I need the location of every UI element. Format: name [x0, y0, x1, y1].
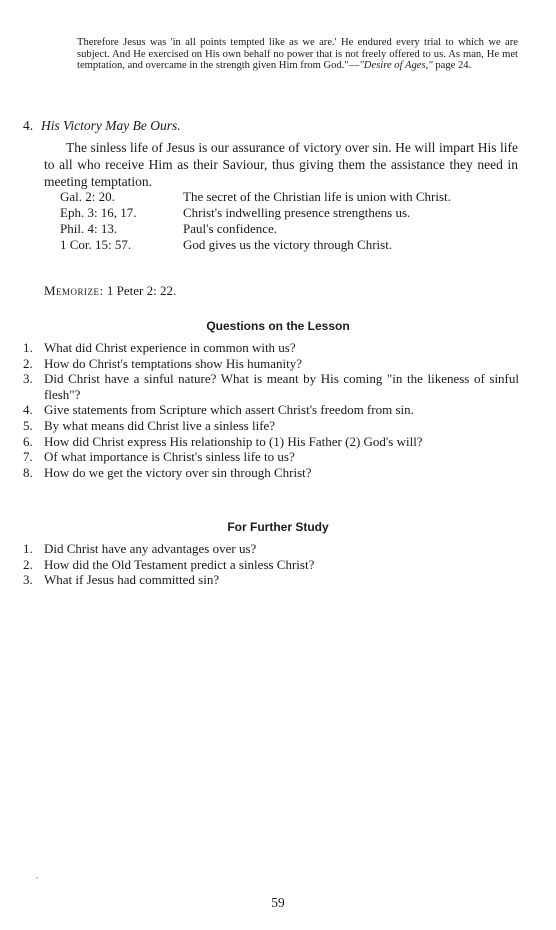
scripture-references: [60, 189, 520, 253]
quote-page: page 24.: [435, 60, 472, 72]
section-title: His Victory May Be Ours.: [41, 118, 181, 133]
question-number: 7.: [23, 449, 33, 465]
memorize-line: [44, 283, 176, 299]
reference-citation: Eph. 3: 16, 17.: [60, 205, 137, 220]
quote-text: Therefore Jesus was 'in all points tempted like as we are.' He endured every trial to which we are subject. And He exercised on His own behalf no power that is not freely offered to us. As man, He met temptation, and overcame in the strength given Him from God."—: [77, 37, 518, 72]
question-number: 3.: [23, 371, 33, 387]
question-item: [23, 402, 519, 418]
question-item: [23, 465, 519, 481]
question-number: 8.: [23, 464, 33, 480]
quote-source: "Desire of Ages,": [359, 60, 433, 72]
question-text: Give statements from Scripture which assert Christ's freedom from sin.: [44, 402, 414, 418]
reference-row: [60, 205, 520, 221]
question-text: By what means did Christ live a sinless life?: [44, 417, 276, 433]
study-number: 2.: [23, 556, 33, 572]
section-paragraph: The sinless life of Jesus is our assurance of victory over sin. He will impart His life to all who receive Him as their Saviour, thus giving them the assistance they need in meeting temptation.: [44, 140, 518, 189]
question-text: Of what importance is Christ's sinless life to us?: [44, 449, 295, 465]
study-text: Did Christ have any advantages over us?: [44, 541, 257, 556]
study-item: [23, 572, 519, 588]
question-item: [23, 434, 519, 450]
study-item: [23, 557, 519, 573]
question-number: 4.: [23, 402, 33, 418]
questions-list: [23, 340, 519, 480]
memorize-label: Memorize:: [44, 283, 104, 298]
question-number: 6.: [23, 433, 33, 449]
question-item: [23, 418, 519, 434]
reference-row: [60, 189, 520, 205]
study-item: [23, 541, 519, 557]
memorize-reference: 1 Peter 2: 22.: [106, 283, 177, 298]
page-number: 59: [271, 895, 285, 910]
question-item: [23, 340, 519, 356]
section-heading: [23, 118, 181, 134]
question-item: [23, 356, 519, 372]
question-text: How do we get the victory over sin through Christ?: [44, 464, 312, 480]
question-item: [23, 371, 519, 402]
quote-block: [77, 37, 518, 72]
question-number: 1.: [23, 340, 33, 355]
question-text: What did Christ experience in common with us?: [44, 340, 296, 355]
question-text: How do Christ's temptations show His humanity?: [44, 355, 303, 371]
study-number: 1.: [23, 541, 33, 556]
reference-citation: 1 Cor. 15: 57.: [60, 237, 132, 252]
study-number: 3.: [23, 572, 33, 588]
study-text: How did the Old Testament predict a sinless Christ?: [44, 556, 315, 572]
further-study-list: [23, 541, 519, 588]
question-text: How did Christ express His relationship to (1) His Father (2) God's will?: [44, 433, 423, 449]
reference-row: [60, 221, 520, 237]
question-number: 5.: [23, 417, 33, 433]
reference-row: [60, 237, 520, 253]
scan-speck: [36, 877, 38, 879]
questions-heading: Questions on the Lesson: [206, 319, 350, 333]
question-number: 2.: [23, 355, 33, 371]
study-text: What if Jesus had committed sin?: [44, 572, 220, 588]
section-number: 4.: [23, 118, 34, 133]
question-text: Did Christ have a sinful nature? What is meant by His coming "in the likeness of sinful flesh"?: [44, 371, 519, 402]
reference-text: Christ's indwelling presence strengthens us.: [183, 205, 411, 220]
reference-text: The secret of the Christian life is union with Christ.: [183, 189, 451, 204]
reference-text: Paul's confidence.: [183, 221, 278, 236]
further-study-heading: For Further Study: [227, 520, 329, 534]
reference-text: God gives us the victory through Christ.: [183, 237, 393, 252]
question-item: [23, 449, 519, 465]
reference-citation: Gal. 2: 20.: [60, 189, 115, 204]
reference-citation: Phil. 4: 13.: [60, 221, 118, 236]
